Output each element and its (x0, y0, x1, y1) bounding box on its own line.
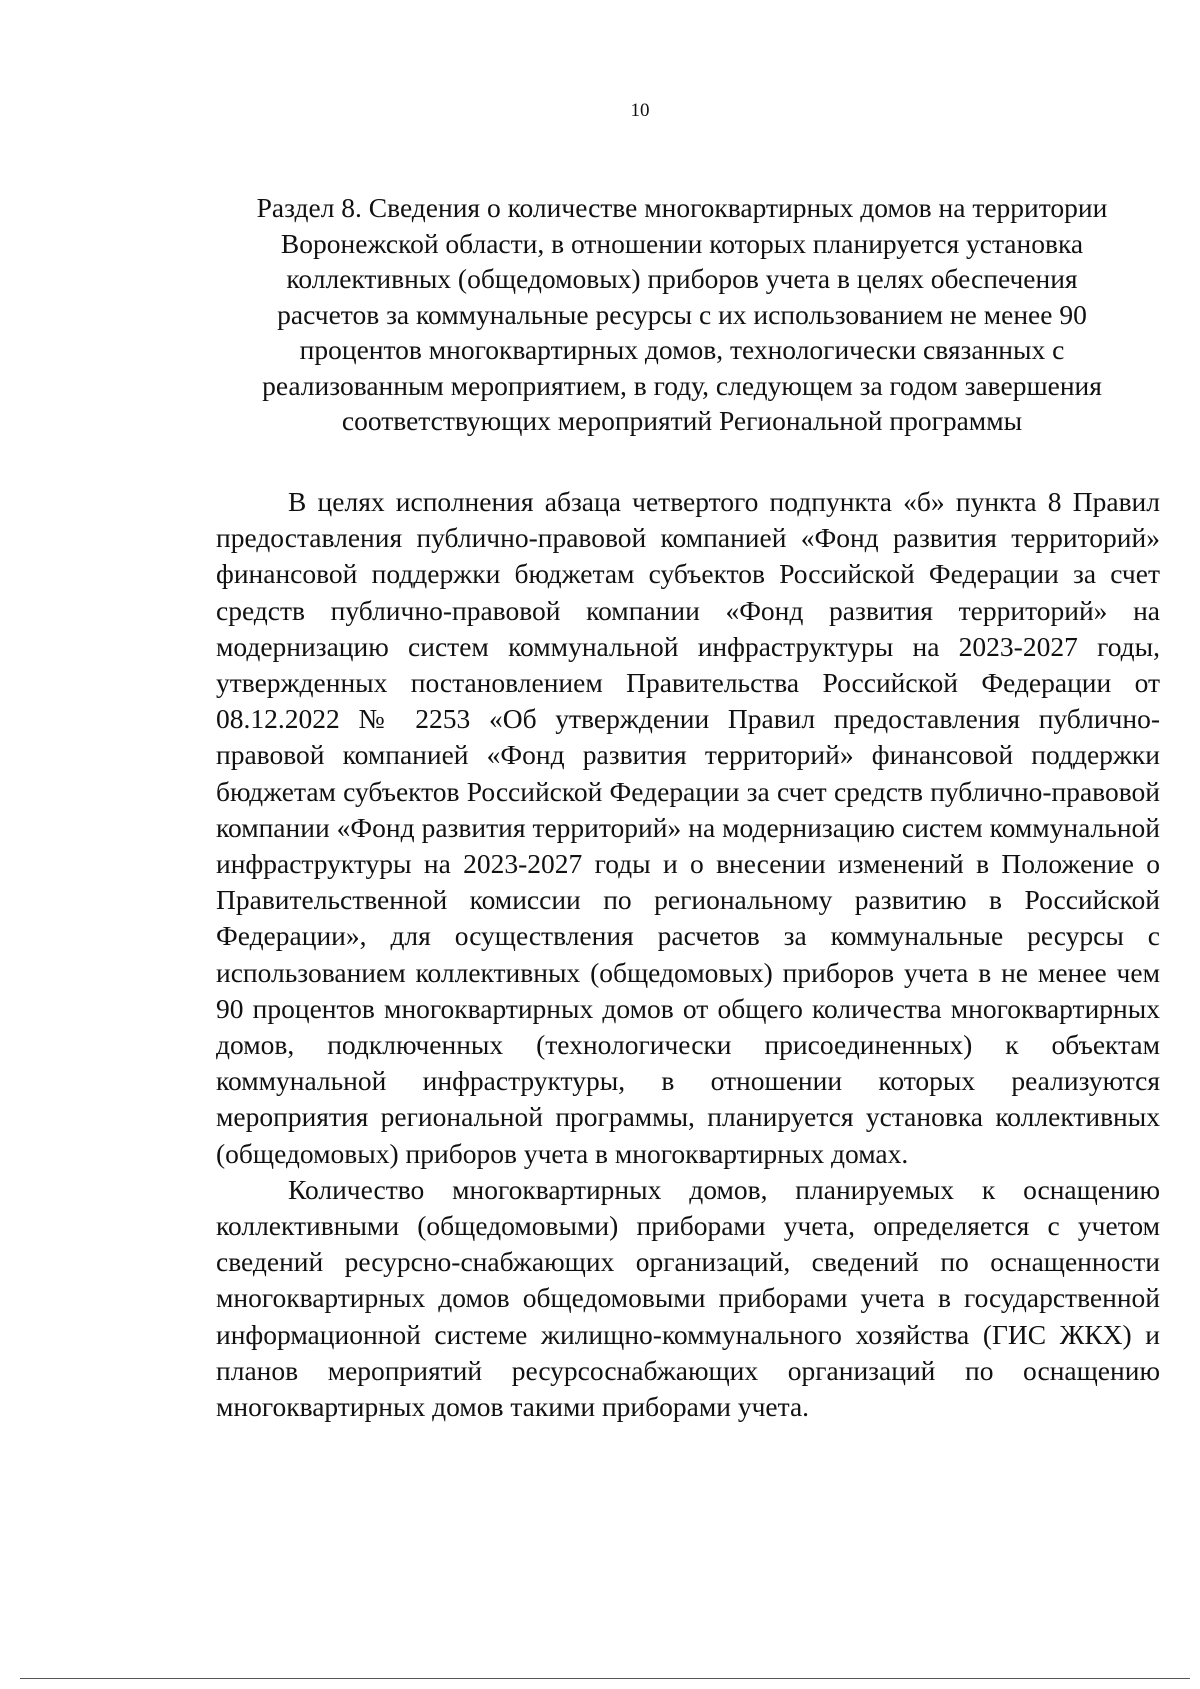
paragraph-1: В целях исполнения абзаца четвертого подпункта «б» пункта 8 Правил предоставления публично-правовой компанией «Фонд развития территорий» финансовой поддержки бюджетам субъектов Российской Федерации за счет средств публично-правовой компании «Фонд развития территорий» на модернизацию систем коммунальной инфраструктуры на 2023-2027 годы, утвержденных постановлением Правительства Российской Федерации от 08.12.2022 № 2253 «Об утверждении Правил предоставления публично-правовой компанией «Фонд развития территорий» финансовой поддержки бюджетам субъектов Российской Федерации за счет средств публично-правовой компании «Фонд развития территорий» на модернизацию систем коммунальной инфраструктуры на 2023-2027 годы и о внесении изменений в Положение о Правительственной комиссии по региональному развитию в Российской Федерации», для осуществления расчетов за коммунальные ресурсы с использованием коллективных (общедомовых) приборов учета в не менее чем 90 процентов многоквартирных домов от общего количества многоквартирных домов, подключенных (технологически присоединенных) к объектам коммунальной инфраструктуры, в отношении которых реализуются мероприятия региональной программы, планируется установка коллективных (общедомовых) приборов учета в многоквартирных домах. (216, 486, 1160, 1169)
section-title: Раздел 8. Сведения о количестве многоквартирных домов на территории Воронежской области, в отношении которых планируется установка коллективных (общедомовых) приборов учета в целях обеспечения расчетов за коммунальные ресурсы с их использованием не менее 90 процентов многоквартирных домов, технологически связанных с реализованным мероприятием, в году, следующем за годом завершения соответствующих мероприятий Региональной программы (256, 192, 1108, 436)
document-body (216, 484, 1160, 1425)
paragraph-2: Количество многоквартирных домов, планируемых к оснащению коллективными (общедомовыми) приборами учета, определяется с учетом сведений ресурсно-снабжающих организаций, сведений по оснащенности многоквартирных домов общедомовыми приборами учета в государственной информационной системе жилищно-коммунального хозяйства (ГИС ЖКХ) и планов мероприятий ресурсоснабжающих организаций по оснащению многоквартирных домов такими приборами учета. (216, 1173, 1160, 1423)
bottom-divider (20, 1678, 1190, 1679)
page-number: 10 (630, 100, 650, 121)
